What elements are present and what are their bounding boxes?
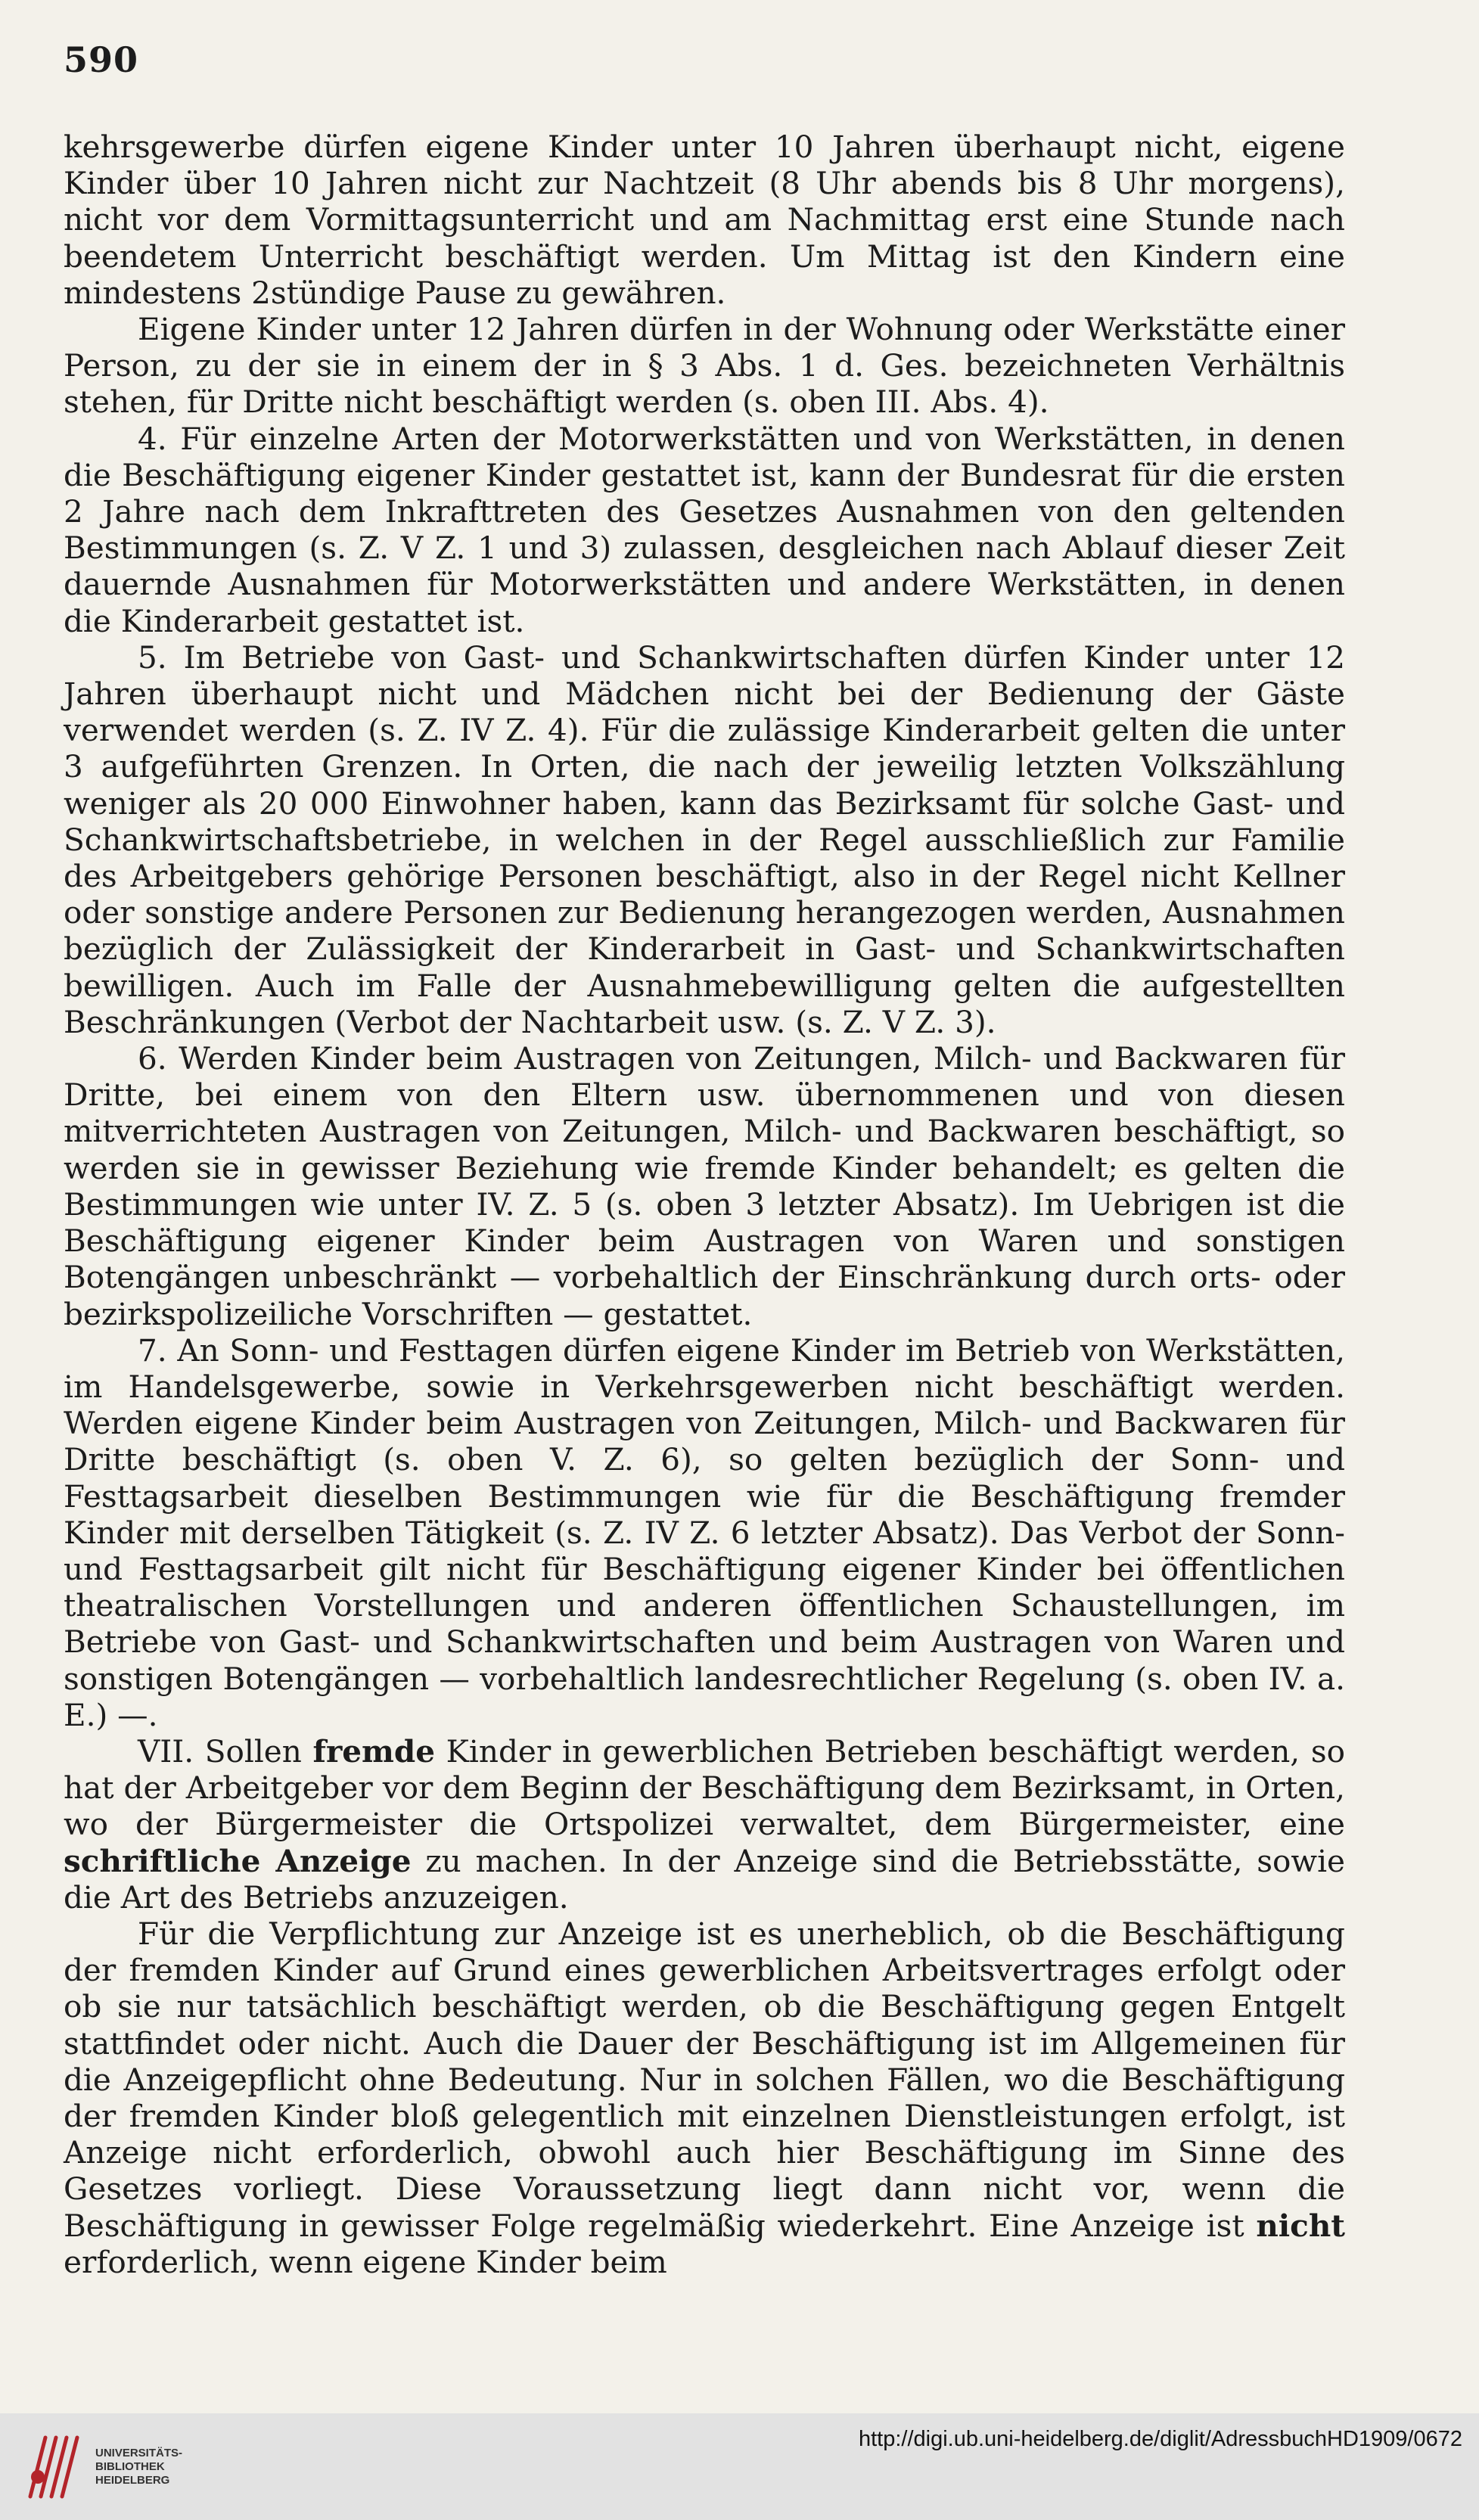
viewer-footer bbox=[0, 2413, 1479, 2520]
paragraph-text: 4. Für einzelne Arten der Motorwerkstätten und von Werkstätten, in denen die Beschäftigung eigener Kinder gestattet ist, kann der Bundesrat für die ersten 2 Jahre nach dem Inkrafttreten des Gesetzes Ausnahmen von den geltenden Bestimmungen (s. Z. V Z. 1 und 3) zulassen, desgleichen nach Ablauf dieser Zeit dauernde Ausnahmen für Motorwerkstätten und andere Werkstätten, in denen die Kinderarbeit gestattet ist. bbox=[64, 420, 1345, 639]
paragraph bbox=[64, 1040, 1345, 1332]
paragraph-text: Eigene Kinder unter 12 Jahren dürfen in der Wohnung oder Werkstätte einer Person, zu der sie in einem der in § 3 Abs. 1 d. Ges. bezeichneten Verhältnis stehen, für Dritte nicht beschäftigt werden (s. oben III. Abs. 4). bbox=[64, 311, 1345, 421]
page-number: 590 bbox=[64, 39, 139, 80]
emphasized-text: fremde bbox=[312, 1732, 435, 1770]
paragraph bbox=[64, 129, 1345, 311]
library-name-line: BIBLIOTHEK bbox=[95, 2460, 165, 2473]
paragraph-text: Für die Verpflichtung zur Anzeige ist es unerheblich, ob die Beschäftigung der fremden Kinder auf Grund eines gewerblichen Arbeitsvertrages erfolgt oder ob sie nur tatsächlich beschäftigt werden, ob die Beschäftigung gegen Entgelt stattfindet oder nicht. Auch die Dauer der Beschäftigung ist im Allgemeinen für die Anzeigepflicht ohne Bedeutung. Nur in solchen Fällen, wo die Beschäftigung der fremden Kinder bloß gelegentlich mit einzelnen Dienstleistungen erfolgt, ist Anzeige nicht erforderlich, obwohl auch hier Beschäftigung im Sinne des Gesetzes vorliegt. Diese Voraussetzung liegt dann nicht vor, wenn die Beschäftigung in gewisser Folge regelmäßig wiederkehrt. Eine Anzeige ist bbox=[64, 1915, 1345, 2244]
emphasized-text: schriftliche Anzeige bbox=[64, 1842, 412, 1879]
paragraph-text: VII. Sollen bbox=[138, 1732, 313, 1770]
paragraph bbox=[64, 1916, 1345, 2280]
emphasized-text: nicht bbox=[1256, 2207, 1345, 2244]
paragraph-text: 6. Werden Kinder beim Austragen von Zeitungen, Milch- und Backwaren für Dritte, bei einem von den Eltern usw. übernommenen und von diesen mitverrichteten Austragen von Zeitungen, Milch- und Backwaren beschäftigt, so werden sie in gewisser Beziehung wie fremde Kinder behandelt; es gelten die Bestimmungen wie unter IV. Z. 5 (s. oben 3 letzter Absatz). Im Uebrigen ist die Beschäftigung eigener Kinder beim Austragen von Waren und sonstigen Botengängen unbeschränkt — vorbehaltlich der Einschränkung durch orts- oder bezirkspolizeiliche Vorschriften — gestattet. bbox=[64, 1040, 1345, 1332]
paragraph-text: 5. Im Betriebe von Gast- und Schankwirtschaften dürfen Kinder unter 12 Jahren überhaupt nicht und Mädchen nicht bei der Bedienung der Gäste verwendet werden (s. Z. IV Z. 4). Für die zulässige Kinderarbeit gelten die unter 3 aufgeführten Grenzen. In Orten, die nach der jeweilig letzten Volkszählung weniger als 20 000 Einwohner haben, kann das Bezirksamt für solche Gast- und Schankwirtschaftsbetriebe, in welchen in der Regel ausschließlich zur Familie des Arbeitgebers gehörige Personen beschäftigt, also in der Regel nicht Kellner oder sonstige andere Personen zur Bedienung herangezogen werden, Ausnahmen bezüglich der Zulässigkeit der Kinderarbeit in Gast- und Schankwirtschaften bewilligen. Auch im Falle der Ausnahmebewilligung gelten die aufgestellten Beschränkungen (Verbot der Nachtarbeit usw. (s. Z. V Z. 3). bbox=[64, 639, 1345, 1040]
paragraph bbox=[64, 421, 1345, 639]
paragraph bbox=[64, 639, 1345, 1040]
source-url-link[interactable]: http://digi.ub.uni-heidelberg.de/diglit/AdressbuchHD1909/0672 bbox=[858, 2427, 1462, 2451]
paragraph-text: zu machen. In der Anzeige sind die Betriebsstätte, sowie die Art des Betriebs anzuzeigen. bbox=[64, 1842, 1345, 1916]
library-name-line: HEIDELBERG bbox=[95, 2474, 170, 2487]
paragraph-text: erforderlich, wenn eigene Kinder beim bbox=[64, 2243, 667, 2280]
university-seal-icon bbox=[15, 2430, 88, 2506]
paragraph bbox=[64, 1332, 1345, 1733]
paragraph-text: Kinder in gewerblichen Betrieben beschäftigt werden, so hat der Arbeitgeber vor dem Beginn der Beschäftigung dem Bezirksamt, in Orten, wo der Bürgermeister die Ortspolizei verwaltet, dem Bürgermeister, eine bbox=[64, 1732, 1345, 1843]
library-name bbox=[95, 2447, 182, 2487]
paragraph-text: kehrsgewerbe dürfen eigene Kinder unter 10 Jahren überhaupt nicht, eigene Kinder über 10 Jahren nicht zur Nachtzeit (8 Uhr abends bis 8 Uhr morgens), nicht vor dem Vormittagsunterricht und am Nachmittag erst eine Stunde nach beendetem Unterricht beschäftigt werden. Um Mittag ist den Kindern eine mindestens 2stündige Pause zu gewähren. bbox=[64, 129, 1345, 311]
library-name-line: UNIVERSITÄTS- bbox=[95, 2447, 183, 2459]
library-logo[interactable] bbox=[15, 2430, 265, 2506]
body-text bbox=[64, 129, 1345, 2280]
paragraph bbox=[64, 1733, 1345, 1916]
paragraph-text: 7. An Sonn- und Festtagen dürfen eigene Kinder im Betrieb von Werkstätten, im Handelsgewerbe, sowie in Verkehrsgewerben nicht beschäftigt werden. Werden eigene Kinder beim Austragen von Zeitungen, Milch- und Backwaren für Dritte beschäftigt (s. oben V. Z. 6), so gelten bezüglich der Sonn- und Festtagsarbeit dieselben Bestimmungen wie für die Beschäftigung fremder Kinder mit derselben Tätigkeit (s. Z. IV Z. 6 letzter Absatz). Das Verbot der Sonn- und Festtagsarbeit gilt nicht für Beschäftigung eigener Kinder bei öffentlichen theatralischen Vorstellungen und anderen öffentlichen Schaustellungen, im Betriebe von Gast- und Schankwirtschaften und beim Austragen von Waren und sonstigen Botengängen — vorbehaltlich landesrechtlicher Regelung (s. oben IV. a. E.) —. bbox=[64, 1331, 1345, 1733]
paragraph bbox=[64, 311, 1345, 421]
